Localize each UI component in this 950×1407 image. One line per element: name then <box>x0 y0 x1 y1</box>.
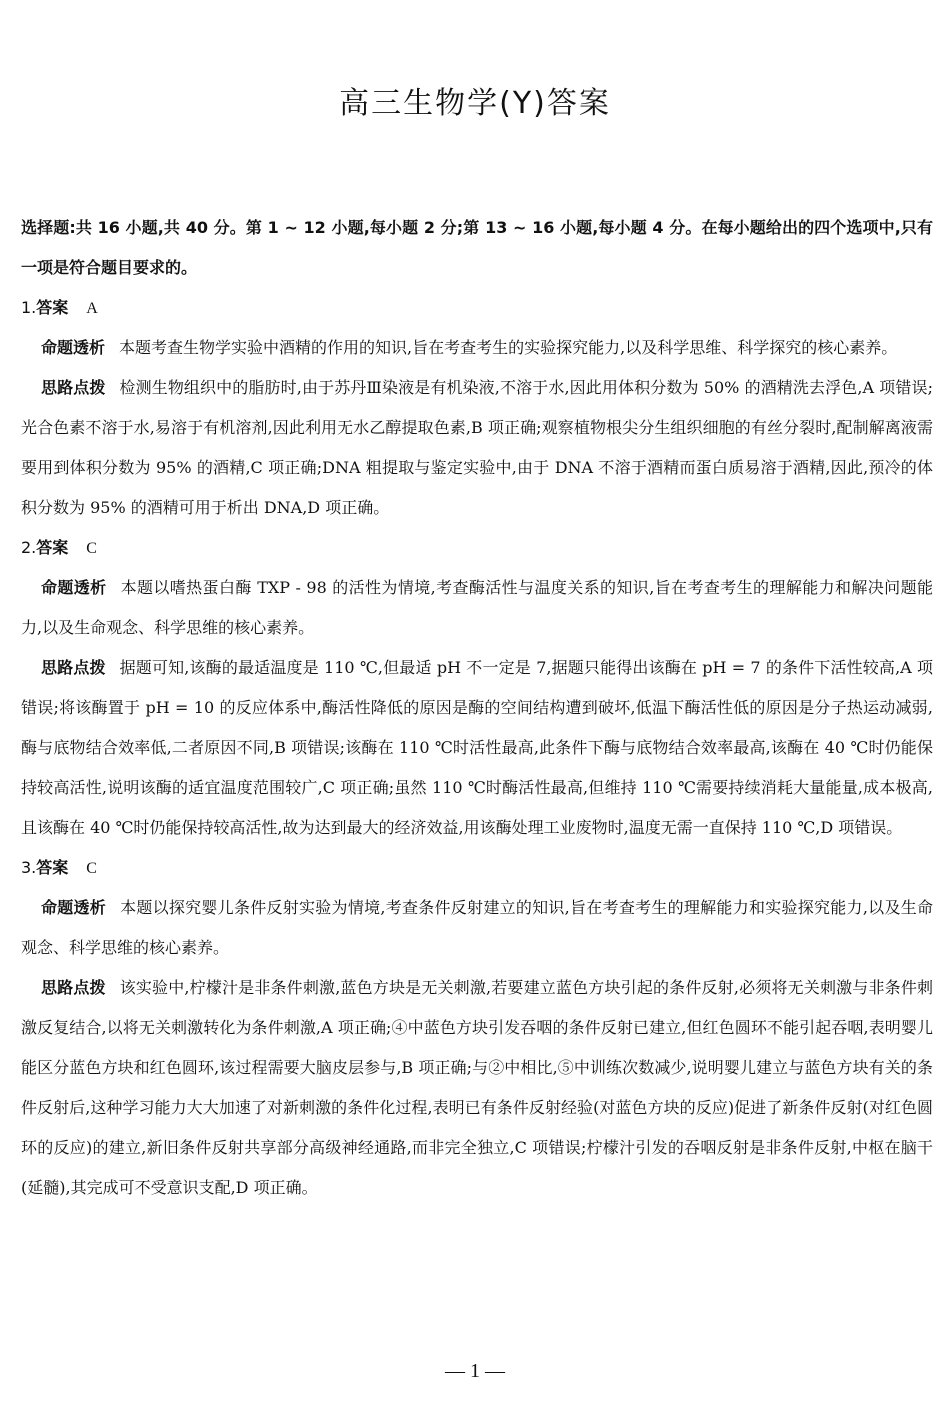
answers-list <box>21 288 933 1208</box>
answer-label: 答案 <box>36 298 69 317</box>
answer-value: C <box>86 540 97 557</box>
answer-value: C <box>86 860 97 877</box>
answer-label: 答案 <box>36 538 69 557</box>
analysis-text: 本题以嗜热蛋白酶 TXP - 98 的活性为情境,考查酶活性与温度关系的知识,旨在考查考生的理解能力和解决问题能力,以及生命观念、科学思维的核心素养。 <box>21 578 933 637</box>
analysis-label: 命题透析 <box>41 578 107 597</box>
page-number: — 1 — <box>445 1360 505 1382</box>
answer-line <box>21 848 933 888</box>
analysis-text: 本题考查生物学实验中酒精的作用的知识,旨在考查考生的实验探究能力,以及科学思维、科学探究的核心素养。 <box>119 338 898 357</box>
analysis-label: 命题透析 <box>41 898 107 917</box>
question-number: 1. <box>21 298 37 317</box>
answer-value: A <box>86 300 98 317</box>
answer-line <box>21 288 933 328</box>
hint-text: 检测生物组织中的脂肪时,由于苏丹Ⅲ染液是有机染液,不溶于水,因此用体积分数为 50% 的酒精洗去浮色,A 项错误;光合色素不溶于水,易溶于有机溶剂,因此利用无水乙醇提取色素,B 项正确;观察植物根尖分生组织细胞的有丝分裂时,配制解离液需要用到体积分数为 95% 的酒精,C 项正确;DNA 粗提取与鉴定实验中,由于 DNA 不溶于酒精而蛋白质易溶于酒精,因此,预冷的体积分数为 95% 的酒精可用于析出 DNA,D 项正确。 <box>21 378 933 517</box>
hint-paragraph <box>21 968 933 1208</box>
hint-label: 思路点拨 <box>41 978 106 997</box>
question-number: 3. <box>21 858 37 877</box>
section-instructions: 选择题:共 16 小题,共 40 分。第 1 ~ 12 小题,每小题 2 分;第 13 ~ 16 小题,每小题 4 分。在每小题给出的四个选项中,只有一项是符合题目要求的。 <box>21 218 933 277</box>
analysis-paragraph <box>21 888 933 968</box>
question-2 <box>21 528 933 848</box>
page-title: 高三生物学(Y)答案 <box>339 86 611 121</box>
hint-text: 据题可知,该酶的最适温度是 110 ℃,但最适 pH 不一定是 7,据题只能得出该酶在 pH = 7 的条件下活性较高,A 项错误;将该酶置于 pH = 10 的反应体系中,酶活性降低的原因是酶的空间结构遭到破坏,低温下酶活性低的原因是分子热运动减弱,酶与底物结合效率低,二者原因不同,B 项错误;该酶在 110 ℃时活性最高,此条件下酶与底物结合效率最高,该酶在 40 ℃时仍能保持较高活性,说明该酶的适宜温度范围较广,C 项正确;虽然 110 ℃时酶活性最高,但维持 110 ℃需要持续消耗大量能量,成本极高,且该酶在 40 ℃时仍能保持较高活性,故为达到最大的经济效益,用该酶处理工业废物时,温度无需一直保持 110 ℃,D 项错误。 <box>21 658 933 837</box>
question-number: 2. <box>21 538 37 557</box>
hint-label: 思路点拨 <box>41 658 106 677</box>
analysis-text: 本题以探究婴儿条件反射实验为情境,考查条件反射建立的知识,旨在考查考生的理解能力和实验探究能力,以及生命观念、科学思维的核心素养。 <box>21 898 933 957</box>
hint-label: 思路点拨 <box>41 378 106 397</box>
analysis-paragraph <box>21 568 933 648</box>
question-1 <box>21 288 933 528</box>
analysis-label: 命题透析 <box>41 338 106 357</box>
hint-paragraph <box>21 648 933 848</box>
analysis-paragraph <box>21 328 933 368</box>
hint-text: 该实验中,柠檬汁是非条件刺激,蓝色方块是无关刺激,若要建立蓝色方块引起的条件反射,必须将无关刺激与非条件刺激反复结合,以将无关刺激转化为条件刺激,A 项正确;④中蓝色方块引发吞咽的条件反射已建立,但红色圆环不能引起吞咽,表明婴儿能区分蓝色方块和红色圆环,该过程需要大脑皮层参与,B 项正确;与②中相比,⑤中训练次数减少,说明婴儿建立与蓝色方块有关的条件反射后,这种学习能力大大加速了对新刺激的条件化过程,表明已有条件反射经验(对蓝色方块的反应)促进了新条件反射(对红色圆环的反应)的建立,新旧条件反射共享部分高级神经通路,而非完全独立,C 项错误;柠檬汁引发的吞咽反射是非条件反射,中枢在脑干(延髓),其完成可不受意识支配,D 项正确。 <box>21 978 933 1197</box>
hint-paragraph <box>21 368 933 528</box>
answer-line <box>21 528 933 568</box>
question-3 <box>21 848 933 1208</box>
answer-label: 答案 <box>36 858 69 877</box>
